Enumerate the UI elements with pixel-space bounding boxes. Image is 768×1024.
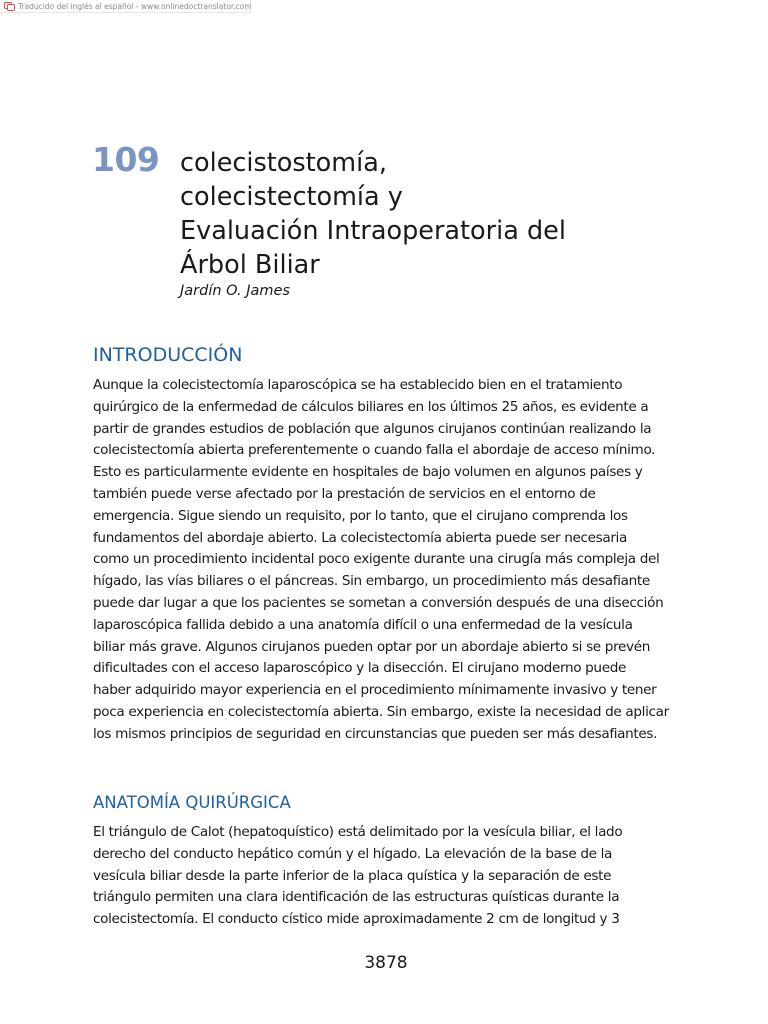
text-line: quirúrgico de la enfermedad de cálculos biliares en los últimos 25 años, es evidente a bbox=[93, 398, 649, 415]
chapter-title-line: colecistostomía, bbox=[180, 148, 387, 178]
anatomy-paragraph bbox=[93, 822, 693, 931]
text-line: fundamentos del abordaje abierto. La colecistectomía abierta puede ser necesaria bbox=[93, 529, 627, 546]
text-line: como un procedimiento incidental poco exigente durante una cirugía más compleja del bbox=[93, 551, 660, 568]
chapter-title-line: colecistectomía y bbox=[180, 182, 403, 212]
chapter-number: 109 bbox=[92, 140, 160, 179]
text-line: derecho del conducto hepático común y el hígado. La elevación de la base de la bbox=[93, 845, 613, 862]
page-number: 3878 bbox=[364, 953, 408, 973]
text-line: poca experiencia en colecistectomía abierta. Sin embargo, existe la necesidad de aplicar bbox=[93, 703, 669, 720]
text-line: Esto es particularmente evidente en hospitales de bajo volumen en algunos países y bbox=[93, 464, 643, 481]
text-line: emergencia. Sigue siendo un requisito, por lo tanto, que el cirujano comprenda los bbox=[93, 507, 628, 524]
text-line: haber adquirido mayor experiencia en el procedimiento mínimamente invasivo y tener bbox=[93, 682, 657, 699]
text-line: colecistectomía abierta preferentemente o cuando falla el abordaje de acceso mínimo. bbox=[93, 442, 656, 459]
text-line: hígado, las vías biliares o el páncreas. Sin embargo, un procedimiento más desafiante bbox=[93, 573, 650, 590]
text-line: laparoscópica fallida debido a una anatomía difícil o una enfermedad de la vesícula bbox=[93, 616, 633, 633]
translator-banner-text[interactable]: Traducido del inglés al español - www.onlinedoctranslator.com bbox=[18, 1, 252, 11]
text-line: biliar más grave. Algunos cirujanos pueden optar por un abordaje abierto si se prevén bbox=[93, 638, 650, 655]
text-line: dificultades con el acceso laparoscópico y la disección. El cirujano moderno puede bbox=[93, 660, 627, 677]
chapter-title-line: Árbol Biliar bbox=[180, 250, 320, 280]
section-heading-anatomia-quirurgica: ANATOMÍA QUIRÚRGICA bbox=[93, 793, 291, 812]
translate-icon bbox=[4, 2, 15, 11]
chapter-title bbox=[180, 146, 700, 282]
text-line: también puede verse afectado por la prestación de servicios en el entorno de bbox=[93, 485, 596, 502]
chapter-title-line: Evaluación Intraoperatoria del bbox=[180, 216, 566, 246]
chapter-author: Jardín O. James bbox=[180, 283, 290, 299]
translator-banner[interactable] bbox=[0, 0, 251, 13]
text-line: El triángulo de Calot (hepatoquístico) está delimitado por la vesícula biliar, el lado bbox=[93, 824, 623, 840]
text-line: partir de grandes estudios de población que algunos cirujanos continúan realizando la bbox=[93, 420, 652, 437]
text-line: Aunque la colecistectomía laparoscópica se ha establecido bien en el tratamiento bbox=[93, 377, 623, 393]
text-line: los mismos principios de seguridad en circunstancias que pueden ser más desafiantes. bbox=[93, 725, 658, 742]
text-line: vesícula biliar desde la parte inferior de la placa quística y la separación de este bbox=[93, 867, 612, 884]
text-line: colecistectomía. El conducto cístico mide aproximadamente 2 cm de longitud y 3 bbox=[93, 911, 620, 928]
text-line: puede dar lugar a que los pacientes se sometan a conversión después de una disección bbox=[93, 594, 664, 611]
introduction-paragraph bbox=[93, 375, 693, 746]
section-heading-introduccion: INTRODUCCIÓN bbox=[93, 344, 243, 366]
text-line: triángulo permiten una clara identificación de las estructuras quísticas durante la bbox=[93, 889, 620, 906]
